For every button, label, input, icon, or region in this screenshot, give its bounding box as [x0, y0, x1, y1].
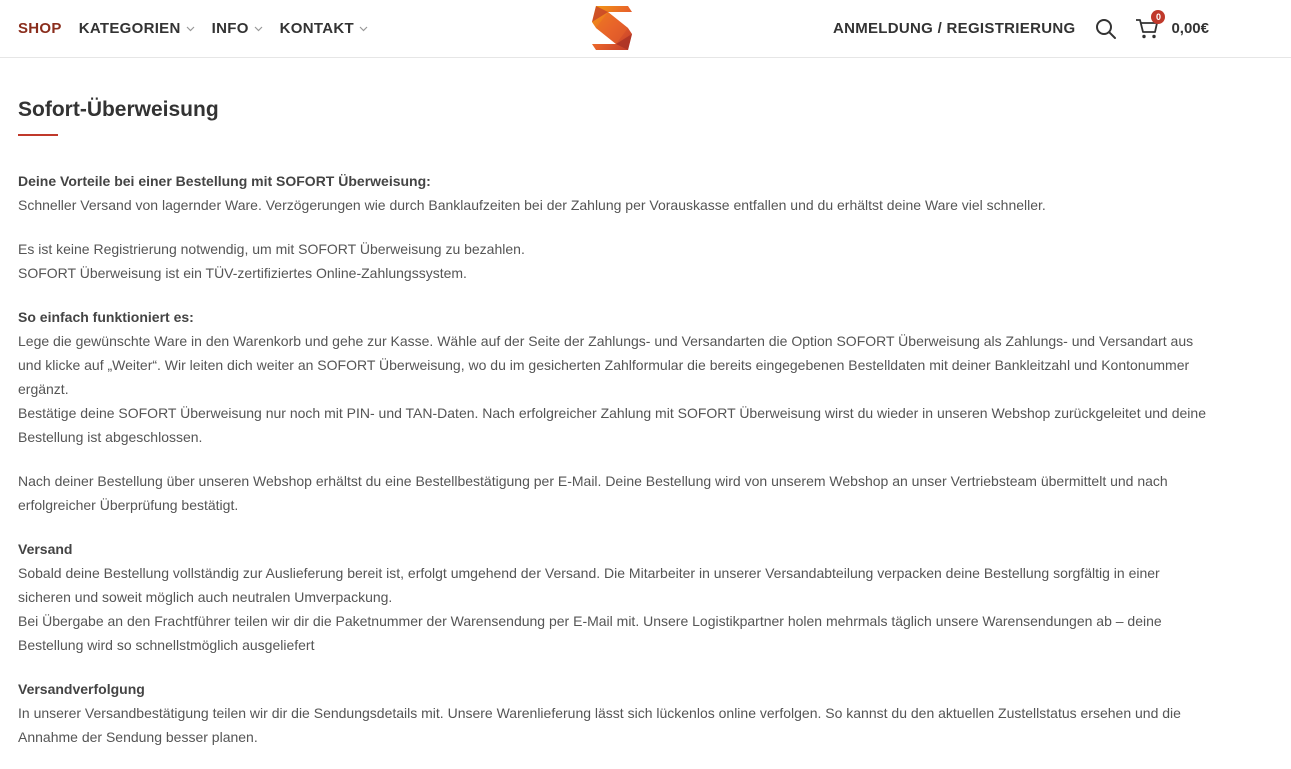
nav-item-kontakt[interactable]: [280, 20, 368, 37]
section-text: Lege die gewünschte Ware in den Warenkorb und gehe zur Kasse. Wähle auf der Seite der Zahlungs- und Versandarten die Option SOFORT Überweisung als Zahlungs- und Versandart aus und klicke auf „Weiter“. Wir leiten dich weiter an SOFORT Überweisung, wo du im gesicherten Zahlformular die bereits eingegebenen Bestelldaten mit deiner Bankleitzahl und Kontonummer ergänzt.: [18, 333, 1194, 397]
login-register-link[interactable]: ANMELDUNG / REGISTRIERUNG: [832, 20, 1076, 37]
section-text: Schneller Versand von lagernder Ware. Verzögerungen wie durch Banklaufzeiten bei der Zahlung per Vorauskasse entfallen und du erhältst deine Ware viel schneller.: [18, 197, 1046, 213]
nav-label: SHOP: [18, 20, 62, 37]
nav-item-kategorien[interactable]: [79, 20, 195, 37]
cart-total: 0,00€: [1171, 20, 1209, 37]
main-content: [18, 96, 1213, 769]
nav-item-shop[interactable]: [18, 20, 62, 37]
chevron-down-icon: [359, 26, 368, 32]
cart-button[interactable]: [1135, 11, 1209, 40]
title-underline: [18, 134, 58, 136]
page-title: Sofort-Überweisung: [18, 98, 219, 121]
site-header: [0, 0, 1291, 58]
nav-label: KATEGORIEN: [78, 20, 181, 37]
cart-count-badge: 0: [1151, 10, 1165, 24]
section-text: Bei Übergabe an den Frachtführer teilen wir dir die Paketnummer der Warensendung per E-Mail mit. Unsere Logistikpartner holen mehrmals täglich unsere Warensendungen ab – deine Bestellung wird so schnellstmöglich ausgeliefert: [18, 613, 1162, 653]
section-text: SOFORT Überweisung ist ein TÜV-zertifiziertes Online-Zahlungssystem.: [18, 265, 467, 281]
chevron-down-icon: [186, 26, 195, 32]
section-text: Sobald deine Bestellung vollständig zur Auslieferung bereit ist, erfolgt umgehend der Versand. Die Mitarbeiter in unserer Versandabteilung verpacken deine Bestellung sorgfältig in einer sicheren und soweit möglich auch neutralen Umverpackung.: [18, 565, 1160, 605]
nav-label: INFO: [211, 20, 249, 37]
section-funktioniert: [18, 305, 1213, 449]
nav-item-info[interactable]: [212, 20, 263, 37]
section-text: Bestätige deine SOFORT Überweisung nur noch mit PIN- und TAN-Daten. Nach erfolgreicher Zahlung mit SOFORT Überweisung wirst du wieder in unseren Webshop zurückgeleitet und deine Bestellung ist abgeschlossen.: [18, 405, 1206, 445]
section-text: Es ist keine Registrierung notwendig, um mit SOFORT Überweisung zu bezahlen.: [18, 241, 525, 257]
main-nav: [18, 0, 385, 57]
cart-icon-wrap: [1135, 11, 1161, 40]
section-text: In unserer Versandbestätigung teilen wir dir die Sendungsdetails mit. Unsere Warenlieferung lässt sich lückenlos online verfolgen. So kannst du den aktuellen Zustellstatus ersehen und die Annahme der Sendung besser planen.: [18, 705, 1181, 745]
section-bestellbestaetigung: [18, 469, 1213, 517]
section-heading: Deine Vorteile bei einer Bestellung mit SOFORT Überweisung:: [18, 173, 431, 189]
site-logo[interactable]: [586, 2, 638, 54]
section-text: Nach deiner Bestellung über unseren Webshop erhältst du eine Bestellbestätigung per E-Mail. Deine Bestellung wird von unserem Webshop an unser Vertriebsteam übermittelt und nach erfolgreicher Überprüfung bestätigt.: [18, 473, 1168, 513]
section-registrierung: [18, 237, 1213, 285]
section-vorteile: [18, 169, 1213, 217]
section-versand: [18, 537, 1213, 657]
header-actions: [833, 0, 1209, 57]
section-heading: Versand: [18, 541, 73, 557]
chevron-down-icon: [254, 26, 263, 32]
section-versandverfolgung: [18, 677, 1213, 749]
search-icon[interactable]: [1095, 18, 1117, 40]
section-heading: Versandverfolgung: [18, 681, 145, 697]
section-heading: So einfach funktioniert es:: [18, 309, 194, 325]
nav-label: KONTAKT: [279, 20, 354, 37]
